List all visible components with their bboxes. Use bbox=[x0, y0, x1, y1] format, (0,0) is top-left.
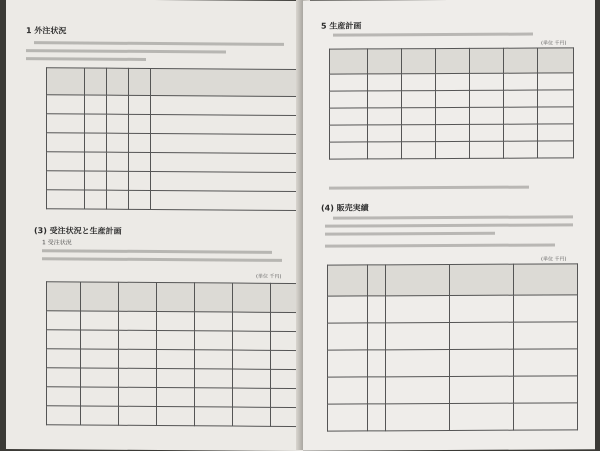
subheading-orders: 1 受注状況 bbox=[42, 239, 72, 247]
section-heading-sales: (4) 販売実績 bbox=[321, 203, 369, 213]
outsourcing-table bbox=[46, 67, 297, 211]
sales-table bbox=[327, 263, 578, 431]
section-heading-orders: (3) 受注状況と生産計画 bbox=[34, 226, 122, 236]
orders-table bbox=[46, 281, 309, 427]
section-heading-production-plan: 5 生産計画 bbox=[321, 21, 362, 31]
table-unit-right: (単位 千円) bbox=[541, 40, 567, 47]
table-unit: (単位 千円) bbox=[256, 273, 282, 280]
right-page bbox=[303, 0, 595, 451]
section-heading-outsourcing: 1 外注状況 bbox=[26, 26, 67, 36]
table-unit-sales: (単位 千円) bbox=[541, 256, 567, 263]
left-page bbox=[6, 0, 303, 451]
production-table bbox=[329, 47, 574, 159]
